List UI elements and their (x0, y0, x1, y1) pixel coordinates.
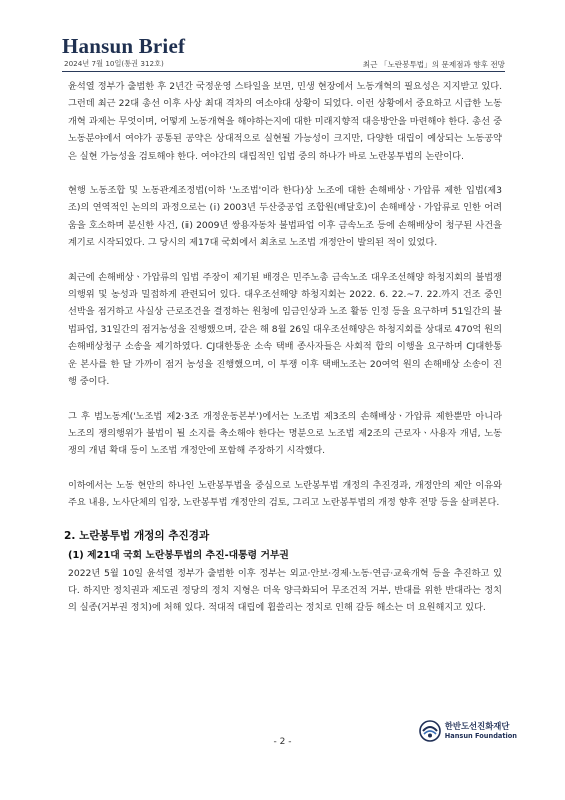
paragraph-intro: 윤석열 정부가 출범한 후 2년간 국정운영 스타일을 보면, 민생 현장에서 노동개혁의 필요성은 지지받고 있다. 그런데 최근 22대 총선 이후 사상 최대 격차의 여소야대 상황이 되었다. 이런 상황에서 중요하고 시급한 노동개혁 과제는 무엇이며, 어떻게 노동개혁을 해야하는지에 대한 미래지향적 대응방안을 마련해야 한다. 총선 중 노동분야에서 여야가 공통된 공약은 상대적으로 실현될 가능성이 크지만, 다양한 대립이 예상되는 노동공약은 실현 가능성을 검토해야 한다. 여야간의 대립적인 입법 중의 하나가 바로 노란봉투법의 논란이다. (68, 81, 502, 162)
section-heading: 2. 노란봉투법 개정의 추진경과 (64, 529, 210, 542)
foundation-name-en: Hansun Foundation (444, 732, 517, 740)
paragraph-labor-movement: 그 후 범노동계('노조법 제2·3조 개정운동본부')에서는 노조법 제3조의 손해배상ㆍ가압류 제한뿐만 아니라 노조의 쟁의행위가 불법이 될 소지를 축소해야 한다는 명분으로 노조법 제2조의 근로자ㆍ사용자 개념, 노동쟁의 개념 확대 등이 노조법 개정안에 포함해 주장하기 시작했다. (68, 410, 502, 457)
section-subheading: (1) 제21대 국회 노란봉투법의 추진-대통령 거부권 (68, 549, 289, 561)
paragraph-outline: 이하에서는 노동 현안의 하나인 노란봉투법을 중심으로 노란봉투법 개정의 추진경과, 개정안의 제안 이유와 주요 내용, 노사단체의 입장, 노란봉투법 개정안의 검토, 그리고 노란봉투법의 개정 향후 전망 등을 살펴본다. (68, 479, 502, 509)
paragraph-background: 최근에 손해배상ㆍ가압류의 입법 주장이 제기된 배경은 민주노총 금속노조 대우조선해양 하청지회의 불법쟁의행위 및 농성과 밀접하게 관련되어 있다. 대우조선해양 하청지회는 2022. 6. 22.~7. 22.까지 건조 중인 선박을 점거하고 사실상 근로조건을 결정하는 원청에 임금인상과 노조 활동 인정 등을 요구하며 51일간의 불법파업, 31일간의 점거농성을 진행했으며, 같은 해 8월 26일 대우조선해양은 하청지회를 상대로 470억 원의 손해배상청구 소송을 제기하였다. CJ대한통운 소속 택배 종사자들은 사회적 합의 이행을 요구하며 CJ대한통운 본사를 한 달 가까이 점거 농성을 진행했으며, 이 투쟁 이후 택배노조는 20여억 원의 손해배상 소송이 진행 중이다. (68, 271, 502, 388)
brand-title: Hansun Brief (62, 34, 186, 58)
page-number: - 2 - (273, 737, 292, 747)
article-body (64, 78, 502, 617)
paragraph-history: 현행 노동조합 및 노동관계조정법(이하 '노조법'이라 한다)상 노조에 대한 손해배상ㆍ가압류 제한 입법(제3조)의 연역적인 논의의 과정으로는 (ⅰ) 2003년 두산중공업 조합원(배달호)이 손해배상ㆍ가압류로 인한 어려움을 호소하며 분신한 사건, (ⅱ) 2009년 쌍용자동차 불법파업 이후 금속노조 등에 손해배상이 청구된 사건을 계기로 시작되었다. 그 당시의 제17대 국회에서 최초로 노조법 개정안이 발의된 적이 있었다. (68, 185, 502, 249)
running-title: 최근 「노란봉투법」의 문제점과 향후 전망 (362, 60, 505, 69)
paragraph-section-body: 2022년 5월 10일 윤석열 정부가 출범한 이후 정부는 외교·안보·경제·노동·연금·교육개혁 등을 추진하고 있다. 하지만 정치권과 제도권 정당의 정치 지형은 더욱 양극화되어 무조건적 거부, 반대를 위한 반대라는 정치의 실종(거부권 정치)에 처해 있다. 적대적 대립에 휩쓸리는 정치로 인해 갈등 해소는 더 요원해지고 있다. (68, 567, 502, 614)
foundation-name-kr: 한반도선진화재단 (444, 721, 510, 731)
issue-date: 2024년 7월 10일(통권 312호) (64, 59, 164, 68)
header-rule (62, 71, 505, 72)
